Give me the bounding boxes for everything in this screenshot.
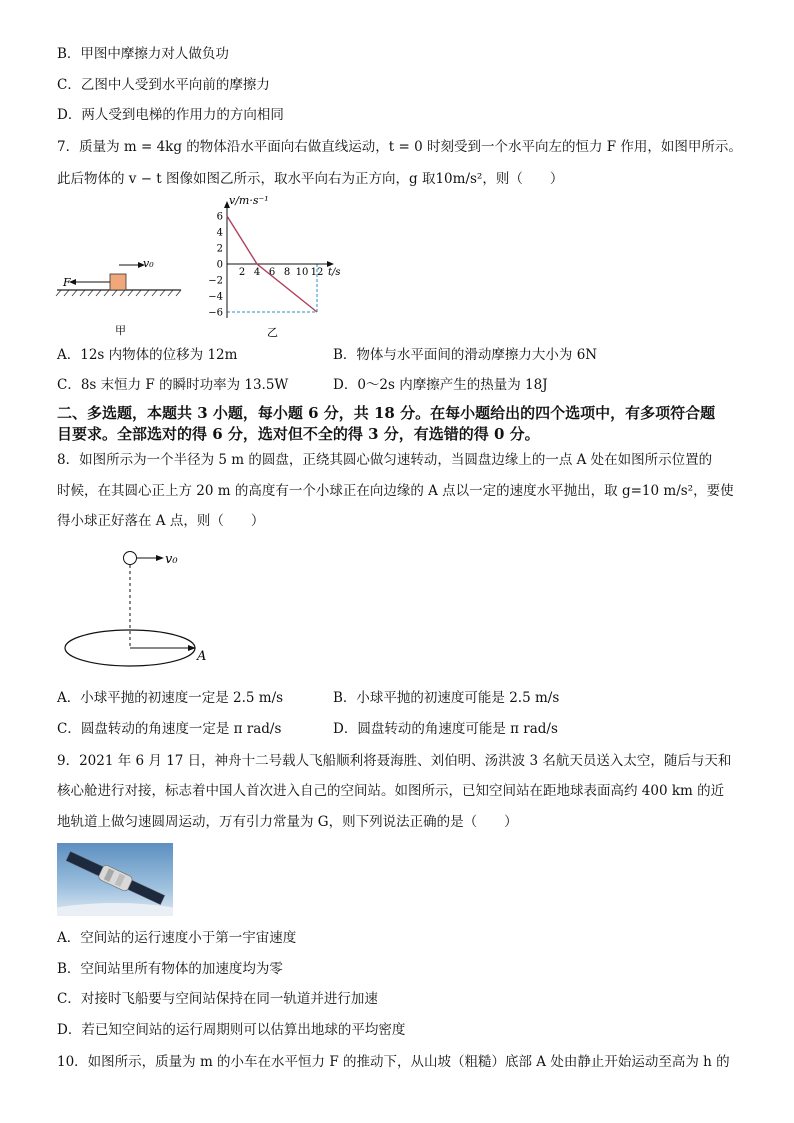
- y-tick-label: −4: [208, 291, 223, 303]
- q8-stem-line1: 8．如图所示为一个半径为 5 m 的圆盘，正绕其圆心做匀速转动，当圆盘边缘上的一点 A 处在如图所示位置的: [57, 452, 713, 468]
- q8-option-a: A．小球平抛的初速度一定是 2.5 m/s: [57, 690, 284, 706]
- y-tick-label: −2: [208, 275, 223, 287]
- ground-hatching: [56, 290, 181, 296]
- x-axis-label: t/s: [328, 267, 341, 278]
- y-tick-label: 4: [216, 227, 223, 239]
- tick-labels: [208, 212, 340, 319]
- y-tick-label: 6: [216, 211, 223, 223]
- point-a-label: A: [197, 649, 207, 664]
- q7-option-a: A．12s 内物体的位移为 12m: [57, 347, 238, 363]
- q8-stem-line2: 时候，在其圆心正上方 20 m 的高度有一个小球正在向边缘的 A 点以一定的速度水平抛出，取 g=10 m/s²，要使: [57, 483, 734, 499]
- q8-option-b: B．小球平抛的初速度可能是 2.5 m/s: [333, 690, 560, 706]
- space-station-photo: [57, 843, 173, 916]
- q7-figure-jia: [55, 250, 185, 340]
- q6-option-b: B．甲图中摩擦力对人做负功: [57, 46, 229, 62]
- q7-stem-line2: 此后物体的 v − t 图像如图乙所示，取水平向右为正方向，g 取10m/s²，则（ ）: [57, 171, 564, 187]
- velocity-label: v₀: [143, 257, 154, 270]
- q7-option-b: B．物体与水平面间的滑动摩擦力大小为 6N: [333, 347, 598, 363]
- y-tick-label: 2: [216, 243, 223, 255]
- v0-arrowhead: [156, 555, 164, 561]
- q7-vt-chart: [205, 196, 355, 338]
- q7-option-d: D．0～2s 内摩擦产生的热量为 18J: [333, 377, 548, 393]
- block: [110, 274, 126, 290]
- force-label: F: [63, 276, 71, 289]
- q7-stem-line1: 7．质量为 m = 4kg 的物体沿水平面向右做直线运动，t = 0 时刻受到一个水平向左的恒力 F 作用，如图甲所示。: [57, 139, 742, 155]
- section2-heading-line2: 目要求。全部选对的得 6 分，选对但不全的得 3 分，有选错的得 0 分。: [57, 425, 540, 443]
- q9-option-d: D．若已知空间站的运行周期则可以估算出地球的平均密度: [57, 1022, 406, 1038]
- q8-stem-line3: 得小球正好落在 A 点，则（ ）: [57, 513, 265, 529]
- y-tick-label: −6: [208, 307, 223, 319]
- section2-heading-line1: 二、多选题，本题共 3 小题，每小题 6 分，共 18 分。在每小题给出的四个选项中，有多项符合题: [57, 404, 716, 422]
- figure-caption-yi: 乙: [267, 326, 278, 338]
- figure-caption-jia: 甲: [115, 324, 126, 337]
- q6-option-c: C．乙图中人受到水平向前的摩擦力: [57, 77, 270, 93]
- x-tick-label: 6: [268, 267, 276, 278]
- x-tick-label: 4: [253, 267, 261, 278]
- q9-option-a: A．空间站的运行速度小于第一宇宙速度: [57, 930, 297, 946]
- q7-option-c: C．8s 末恒力 F 的瞬时功率为 13.5W: [57, 377, 289, 393]
- y-tick-label: 0: [216, 259, 223, 271]
- ball: [124, 552, 137, 565]
- q9-stem-line2: 核心舱进行对接，标志着中国人首次进入自己的空间站。如图所示，已知空间站在距地球表面高约 400 km 的近: [57, 783, 725, 799]
- q9-option-b: B．空间站里所有物体的加速度均为零: [57, 961, 283, 977]
- q9-stem-line3: 地轨道上做匀速圆周运动，万有引力常量为 G，则下列说法正确的是（ ）: [57, 814, 518, 830]
- q9-stem-line1: 9．2021 年 6 月 17 日，神舟十二号载人飞船顺利将聂海胜、刘伯明、汤洪波 3 名航天员送入太空，随后与天和: [57, 753, 732, 769]
- q10-stem-line1: 10．如图所示，质量为 m 的小车在水平恒力 F 的推动下，从山坡（粗糙）底部 A 处由静止开始运动至高为 h 的: [57, 1054, 730, 1070]
- x-tick-label: 8: [283, 267, 291, 278]
- q6-option-d: D．两人受到电梯的作用力的方向相同: [57, 107, 284, 123]
- q8-option-c: C．圆盘转动的角速度一定是 π rad/s: [57, 721, 282, 737]
- x-tick-label: 12: [310, 267, 324, 278]
- q8-option-d: D．圆盘转动的角速度可能是 π rad/s: [333, 721, 558, 737]
- q8-disk-figure: [60, 545, 220, 670]
- q9-option-c: C．对接时飞船要与空间站保持在同一轨道并进行加速: [57, 991, 378, 1007]
- x-tick-label: 10: [295, 267, 309, 278]
- x-tick-label: 2: [238, 267, 246, 278]
- y-axis-label: v/m·s⁻¹: [229, 196, 269, 207]
- v0-label: v₀: [165, 552, 178, 567]
